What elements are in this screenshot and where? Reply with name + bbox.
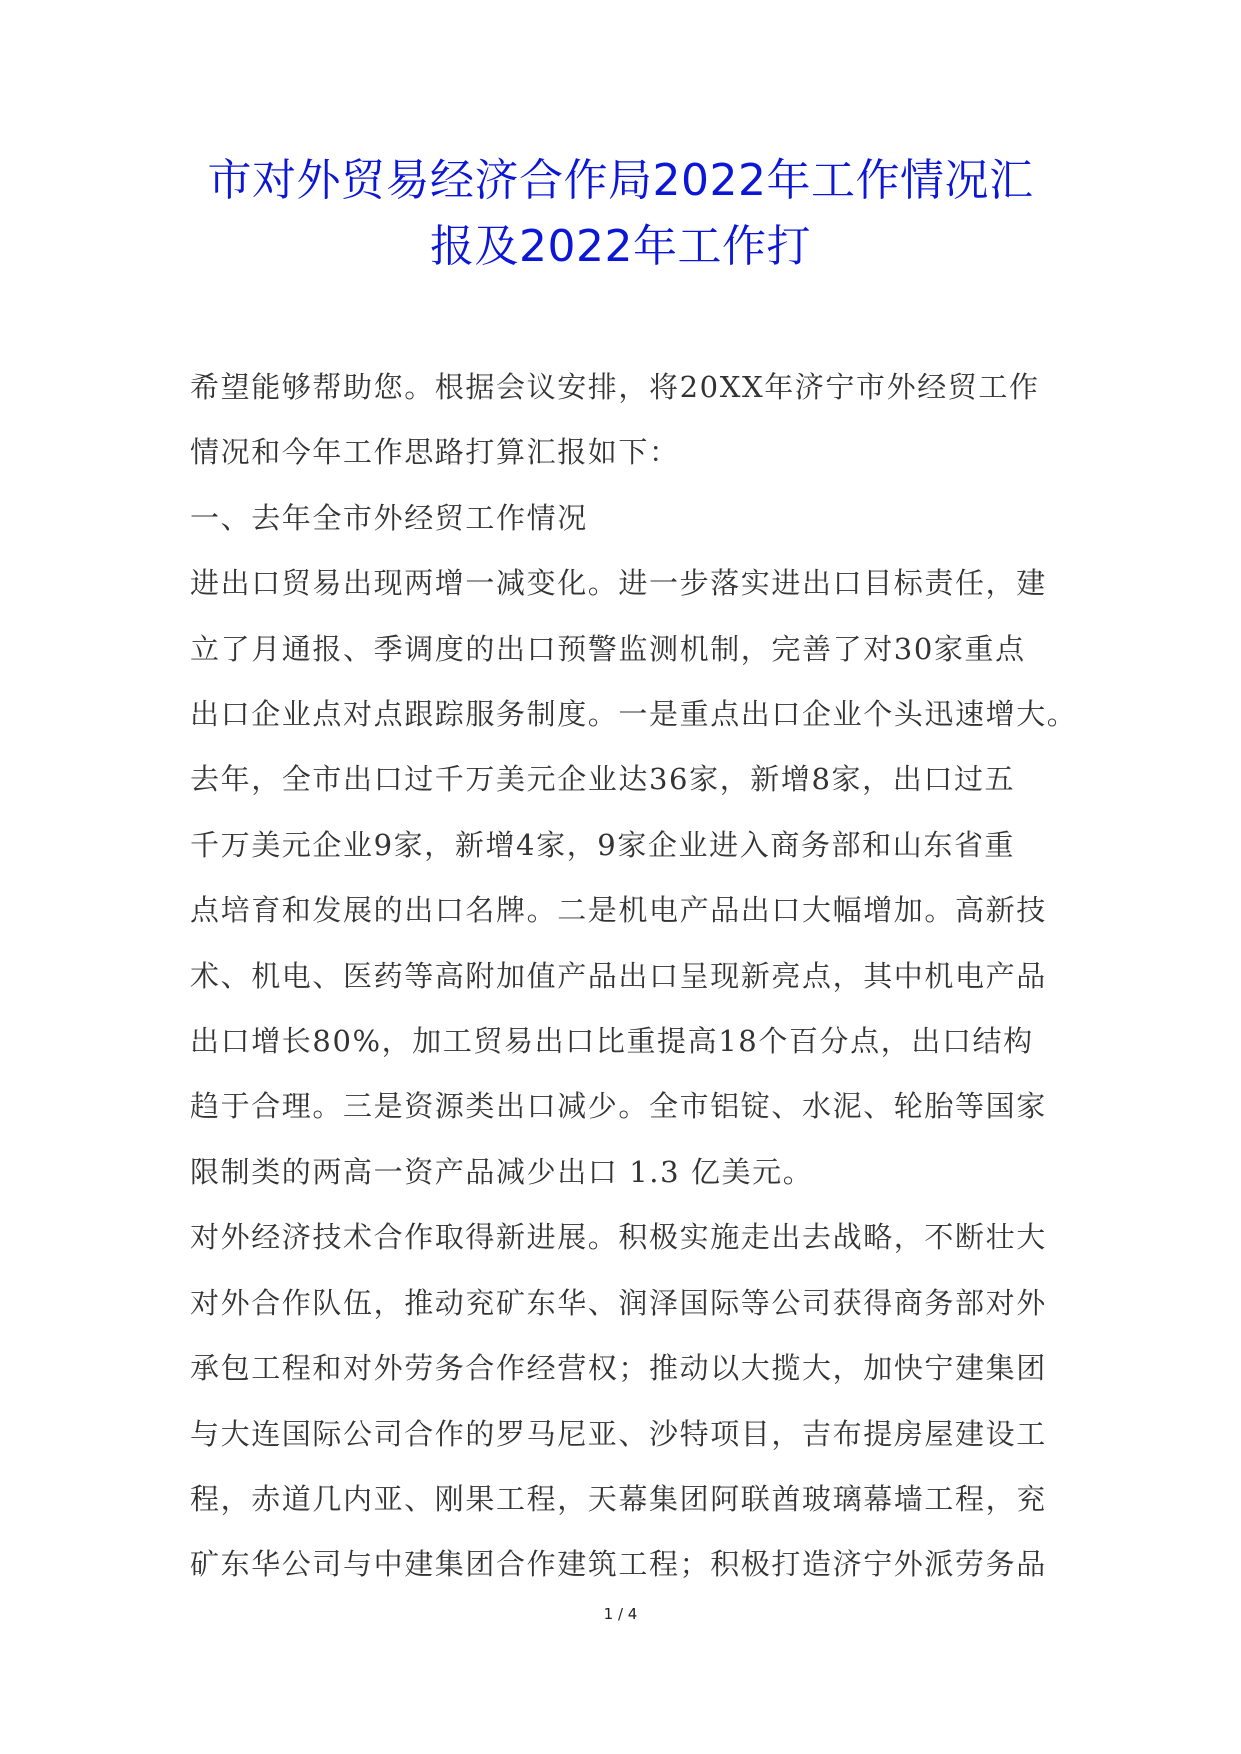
- body-line: 去年，全市出口过千万美元企业达36家，新增8家，出口过五: [190, 762, 1016, 797]
- body-line: 对外合作队伍，推动兖矿东华、润泽国际等公司获得商务部对外: [190, 1285, 1047, 1320]
- body-line: 立了月通报、季调度的出口预警监测机制，完善了对30家重点: [190, 631, 1026, 666]
- body-line: 点培育和发展的出口名牌。二是机电产品出口大幅增加。高新技: [190, 893, 1047, 928]
- body-line: 千万美元企业9家，新增4家，9家企业进入商务部和山东省重: [190, 827, 1016, 862]
- body-line: 程，赤道几内亚、刚果工程，天幕集团阿联酋玻璃幕墙工程，兖: [190, 1481, 1047, 1516]
- document-body: [190, 355, 1078, 1598]
- title-line: 市对外贸易经济合作局2022年工作情况汇: [207, 155, 1034, 206]
- body-line: 矿东华公司与中建集团合作建筑工程；积极打造济宁外派劳务品: [190, 1547, 1047, 1582]
- body-line: 出口增长80%，加工贸易出口比重提高18个百分点，出口结构: [190, 1024, 1034, 1059]
- title-line: 报及2022年工作打: [430, 221, 811, 272]
- body-line: 术、机电、医药等高附加值产品出口呈现新亮点，其中机电产品: [190, 958, 1047, 993]
- body-line: 情况和今年工作思路打算汇报如下：: [190, 435, 680, 470]
- section-heading: 一、去年全市外经贸工作情况: [190, 500, 588, 535]
- body-line: 承包工程和对外劳务合作经营权；推动以大揽大，加快宁建集团: [190, 1351, 1047, 1386]
- body-line: 与大连国际公司合作的罗马尼亚、沙特项目，吉布提房屋建设工: [190, 1416, 1047, 1451]
- body-line: 希望能够帮助您。根据会议安排，将20XX年济宁市外经贸工作: [190, 370, 1040, 404]
- body-line: 进出口贸易出现两增一减变化。进一步落实进出口目标责任，建: [190, 566, 1047, 601]
- body-line: 出口企业点对点跟踪服务制度。一是重点出口企业个头迅速增大。: [190, 697, 1078, 732]
- document-title: [140, 148, 1101, 280]
- body-line: 对外经济技术合作取得新进展。积极实施走出去战略，不断壮大: [190, 1220, 1047, 1255]
- body-line: 趋于合理。三是资源类出口减少。全市铝锭、水泥、轮胎等国家: [190, 1089, 1047, 1124]
- page-number: 1 / 4: [603, 1605, 638, 1623]
- body-line: 限制类的两高一资产品减少出口 1.3 亿美元。: [190, 1154, 814, 1189]
